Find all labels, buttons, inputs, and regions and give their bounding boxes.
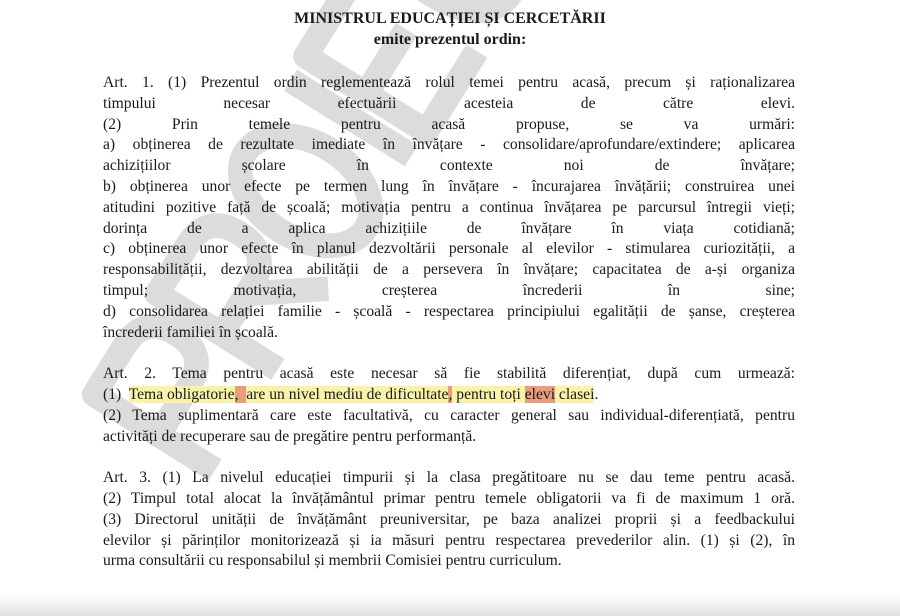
document-title: MINISTRUL EDUCAȚIEI ȘI CERCETĂRII [294, 10, 606, 27]
text-line: Art. 2. Tema pentru acasă este necesar să fie stabilită diferențiat, după cum urmează: [103, 365, 795, 383]
text-line: a) obținerea de rezultate imediate în învățare - consolidare/aprofundare/extindere; aplicarea [103, 136, 795, 154]
text-line: elevilor și părinților monitorizează și ia măsuri pentru respectarea prevederilor alin. (1) și (2), în [103, 531, 795, 549]
text-segment: . [594, 385, 599, 403]
text-line: achizițiilor școlare în contexte noi de învățare; [103, 157, 795, 175]
article-2 [103, 364, 795, 447]
highlight-yellow: are un nivel mediu de dificultate [246, 385, 449, 403]
text-line: (2) Timpul total alocat la învățământul primar pentru temele obligatorii va fi de maximum 1 oră. [103, 489, 795, 507]
article-1 [103, 73, 795, 343]
document-body [103, 73, 795, 593]
text-line: (2) Tema suplimentară care este facultativă, cu caracter general sau individual-diferențiată, pentru [103, 406, 795, 424]
text-line: b) obținerea unor efecte pe termen lung în învățare - încurajarea învățării; construirea unei [103, 177, 795, 195]
highlight-red: , [448, 385, 453, 403]
text-segment: (1) [103, 385, 129, 403]
highlight-red: , [234, 385, 247, 403]
text-line: Art. 1. (1) Prezentul ordin reglementează rolul temei pentru acasă, precum și raționalizarea [103, 74, 795, 91]
text-line: c) obținerea unor efecte în planul dezvoltării personale al elevilor - stimularea curiozității, a [103, 240, 795, 258]
text-line: timpului necesar efectuării acesteia de către elevi. [103, 94, 795, 112]
document-subtitle: emite prezentul ordin: [373, 31, 527, 48]
text-line: responsabilității, dezvoltarea abilității de a persevera în învățare; capacitatea de a-și organiza [103, 261, 795, 279]
text-line: atitudini pozitive față de școală; motivația pentru a continua învățarea pe parcursul întregii vieți; [103, 198, 795, 216]
text-line: timpul; motivația, creșterea încrederii în sine; [103, 281, 795, 299]
highlight-yellow: pentru toți [452, 385, 525, 403]
article-3 [103, 468, 795, 572]
text-line: urma consultării cu responsabilul și membrii Comisiei pentru curriculum. [103, 552, 562, 570]
text-line: (3) Directorul unității de învățământ preuniversitar, pe baza analizei proprii și a feedbackului [103, 510, 795, 528]
text-line: Art. 3. (1) La nivelul educației timpurii și la clasa pregătitoare nu se dau teme pentru acasă. [103, 469, 795, 487]
text-line: dorința de a aplica achizițiile de învățare în viața cotidiană; [103, 219, 795, 237]
highlight-yellow: clasei [555, 385, 595, 403]
text-line [103, 385, 795, 406]
bottom-shadow [0, 594, 900, 616]
text-line: (2) Prin temele pentru acasă propuse, se va urmări: [103, 115, 795, 133]
text-line: încrederii familiei în școală. [103, 323, 278, 341]
text-line: activități de recuperare sau de pregătire pentru performanță. [103, 427, 477, 445]
text-line: d) consolidarea relației familie - școală - respectarea principiului egalității de șanse, creșterea [103, 302, 795, 320]
highlight-red: elevi [524, 385, 556, 403]
highlight-yellow: Tema obligatorie [128, 385, 235, 403]
